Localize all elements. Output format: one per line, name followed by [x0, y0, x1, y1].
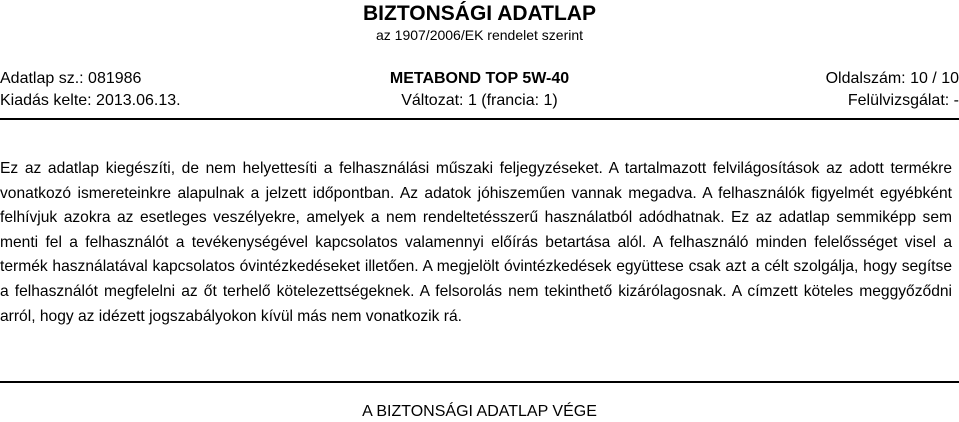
document-title: BIZTONSÁGI ADATLAP: [363, 2, 596, 25]
header-row-2: [0, 91, 959, 111]
version: Változat: 1 (francia: 1): [401, 92, 558, 109]
product-name: METABOND TOP 5W-40: [389, 70, 570, 87]
page-count: Oldalszám: 10 / 10: [825, 70, 959, 87]
sheet-number: Adatlap sz.: 081986: [0, 70, 142, 87]
issue-date: Kiadás kelte: 2013.06.13.: [0, 92, 181, 109]
header-divider: [0, 118, 959, 120]
document-end-label: A BIZTONSÁGI ADATLAP VÉGE: [362, 403, 597, 420]
header-row-1: [0, 69, 959, 89]
document-subtitle: az 1907/2006/EK rendelet szerint: [375, 27, 584, 43]
disclaimer-paragraph: Ez az adatlap kiegészíti, de nem helyettesíti a felhasználási műszaki feljegyzéseket. A tartalmazott felvilágosítások az adott termékre vonatkozó ismereteinkre alapulnak a jelzett időpontban. Az adatok jóhiszeműen vannak megadva. A felhasználók figyelmét egyébként felhívjuk azokra az esetleges veszélyekre, amelyek a nem rendeltetésszerű használatból adódhatnak. Ez az adatlap semmiképp sem menti fel a felhasználót a tevékenységével kapcsolatos valamennyi előírás betartása alól. A felhasználó minden felelősséget visel a termék használatával kapcsolatos óvintézkedéseket illetően. A megjelölt óvintézkedések együttese csak azt a célt szolgálja, hogy segítse a felhasználót megfelelni az őt terhelő kötelezettségeknek. A felsorolás nem tekinthető kizárólagosnak. A címzett köteles meggyőződni arról, hogy az idézett jogszabályokon kívül más nem vonatkozik rá.: [0, 160, 952, 325]
footer-divider: [0, 381, 959, 383]
revision: Felülvizsgálat: -: [847, 92, 959, 109]
